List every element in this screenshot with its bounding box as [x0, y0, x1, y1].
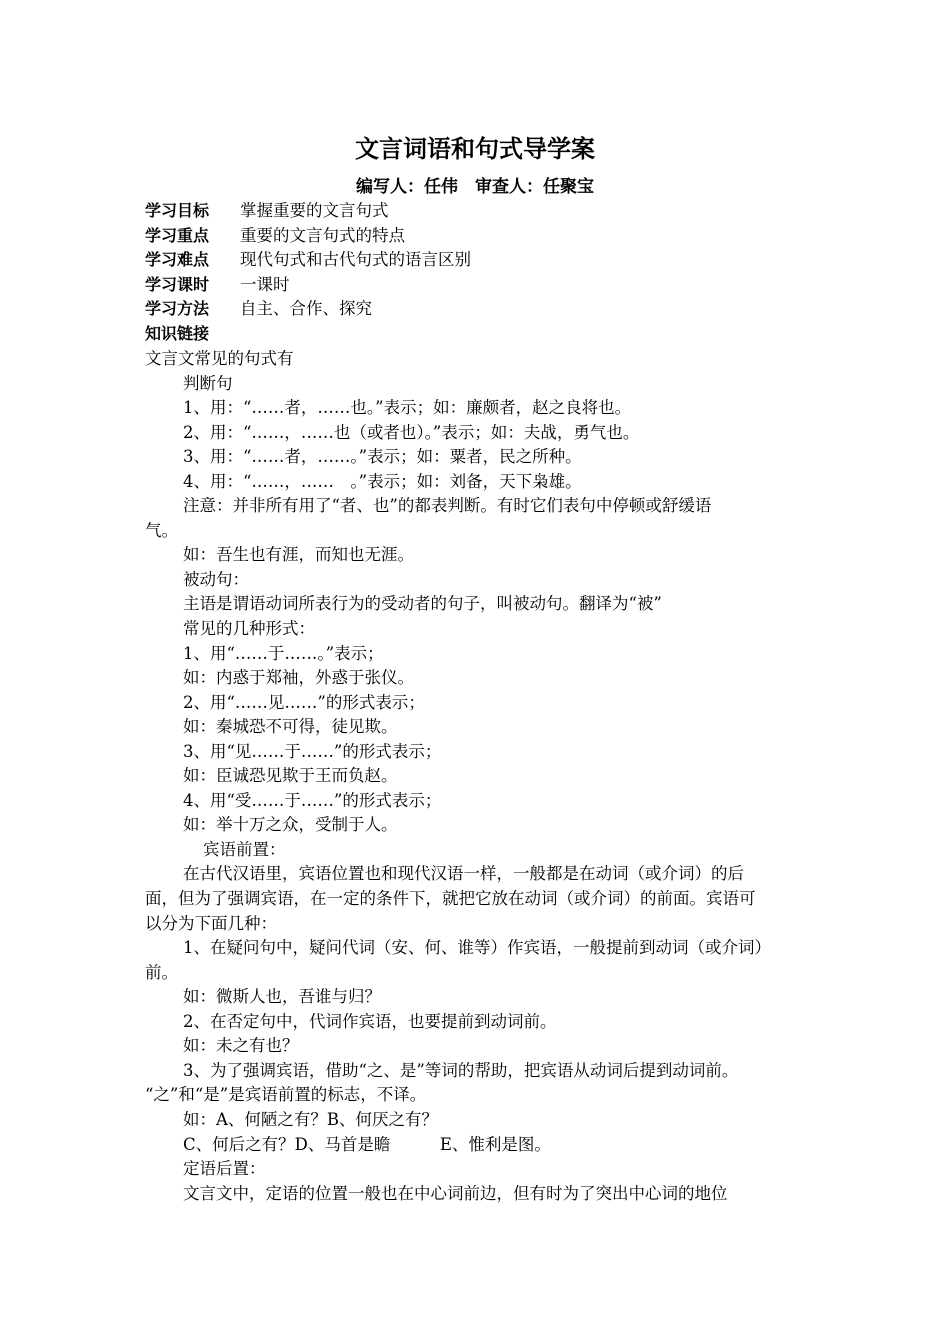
body-line: 注意：并非所有用了“者、也”的都表判断。有时它们表句中停顿或舒缓语 — [183, 496, 712, 516]
meta-value: 重要的文言句式的特点 — [240, 225, 405, 245]
body-line: 如：未之有也？ — [183, 1036, 299, 1056]
meta-value: 现代句式和古代句式的语言区别 — [240, 250, 471, 270]
section-heading: 被动句： — [183, 569, 249, 589]
meta-key: 学习课时 — [145, 274, 210, 294]
body-text — [145, 347, 815, 1206]
meta-key: 学习重点 — [145, 225, 210, 245]
body-line: 3、用：“……者，……。”表示；如：粟者，民之所种。 — [183, 447, 582, 467]
meta-value: 一课时 — [240, 274, 290, 294]
meta-value: 自主、合作、探究 — [240, 299, 372, 319]
body-line: 1、用：“……者，……也。”表示；如：廉颇者，赵之良将也。 — [183, 398, 632, 418]
body-line: 如：微斯人也，吾谁与归？ — [183, 987, 381, 1007]
meta-key: 学习方法 — [145, 299, 210, 319]
body-line: 2、用“……见……”的形式表示； — [183, 692, 425, 712]
meta-row — [145, 248, 815, 273]
body-line: 主语是谓语动词所表行为的受动者的句子，叫被动句。翻译为“被” — [183, 594, 662, 614]
section-heading: 判断句 — [183, 373, 233, 393]
body-line: 4、用“受……于……”的形式表示； — [183, 790, 442, 810]
section-heading: 宾语前置： — [203, 839, 286, 859]
body-line: 在古代汉语里，宾语位置也和现代汉语一样，一般都是在动词（或介词）的后 — [183, 864, 744, 884]
body-line: 文言文中，定语的位置一般也在中心词前边，但有时为了突出中心词的地位 — [183, 1183, 728, 1203]
body-line: 2、在否定句中，代词作宾语，也要提前到动词前。 — [183, 1011, 557, 1031]
authors-line: 编写人：任伟 审查人：任聚宝 — [356, 177, 594, 197]
body-line: 1、在疑问句中，疑问代词（安、何、谁等）作宾语，一般提前到动词（或介词） — [183, 938, 771, 958]
meta-row — [145, 199, 815, 224]
body-line: 如：举十万之众，受制于人。 — [183, 815, 398, 835]
meta-row — [145, 297, 815, 322]
body-line: “之”和“是”是宾语前置的标志，不译。 — [145, 1085, 427, 1105]
body-line: 如：秦城恐不可得，徒见欺。 — [183, 717, 398, 737]
body-line: 文言文常见的句式有 — [145, 349, 294, 368]
body-line: C、何后之有？D、马首是瞻 E、惟利是图。 — [183, 1134, 551, 1154]
meta-key: 知识链接 — [145, 323, 210, 343]
body-line: 如：吾生也有涯，而知也无涯。 — [183, 545, 414, 565]
body-line: 3、为了强调宾语，借助“之、是”等词的帮助，把宾语从动词后提到动词前。 — [183, 1060, 739, 1080]
meta-value: 掌握重要的文言句式 — [240, 201, 389, 220]
body-line: 如：臣诚恐见欺于王而负赵。 — [183, 766, 398, 786]
body-line: 前。 — [145, 962, 178, 982]
body-line: 3、用“见……于……”的形式表示； — [183, 741, 442, 761]
meta-key: 学习难点 — [145, 250, 210, 270]
body-line: 以分为下面几种： — [145, 913, 277, 933]
body-line: 2、用：“……，……也（或者也）。”表示；如：夫战，勇气也。 — [183, 422, 640, 442]
meta-row — [145, 322, 815, 347]
meta-key: 学习目标 — [145, 201, 210, 220]
body-line: 4、用：“……，…… 。”表示；如：刘备，天下枭雄。 — [183, 471, 582, 491]
body-line: 气。 — [145, 520, 178, 540]
meta-row — [145, 224, 815, 249]
page-title: 文言词语和句式导学案 — [355, 135, 595, 163]
body-line: 如：A、何陋之有？B、何厌之有？ — [183, 1109, 439, 1129]
body-line: 1、用“……于……。”表示； — [183, 643, 384, 663]
body-line: 面，但为了强调宾语，在一定的条件下，就把它放在动词（或介词）的前面。宾语可 — [145, 889, 756, 909]
meta-row — [145, 273, 815, 298]
meta-section — [145, 199, 815, 347]
section-heading: 定语后置： — [183, 1159, 266, 1179]
body-line: 如：内惑于郑袖，外惑于张仪。 — [183, 668, 414, 688]
body-line: 常见的几种形式： — [183, 619, 315, 639]
